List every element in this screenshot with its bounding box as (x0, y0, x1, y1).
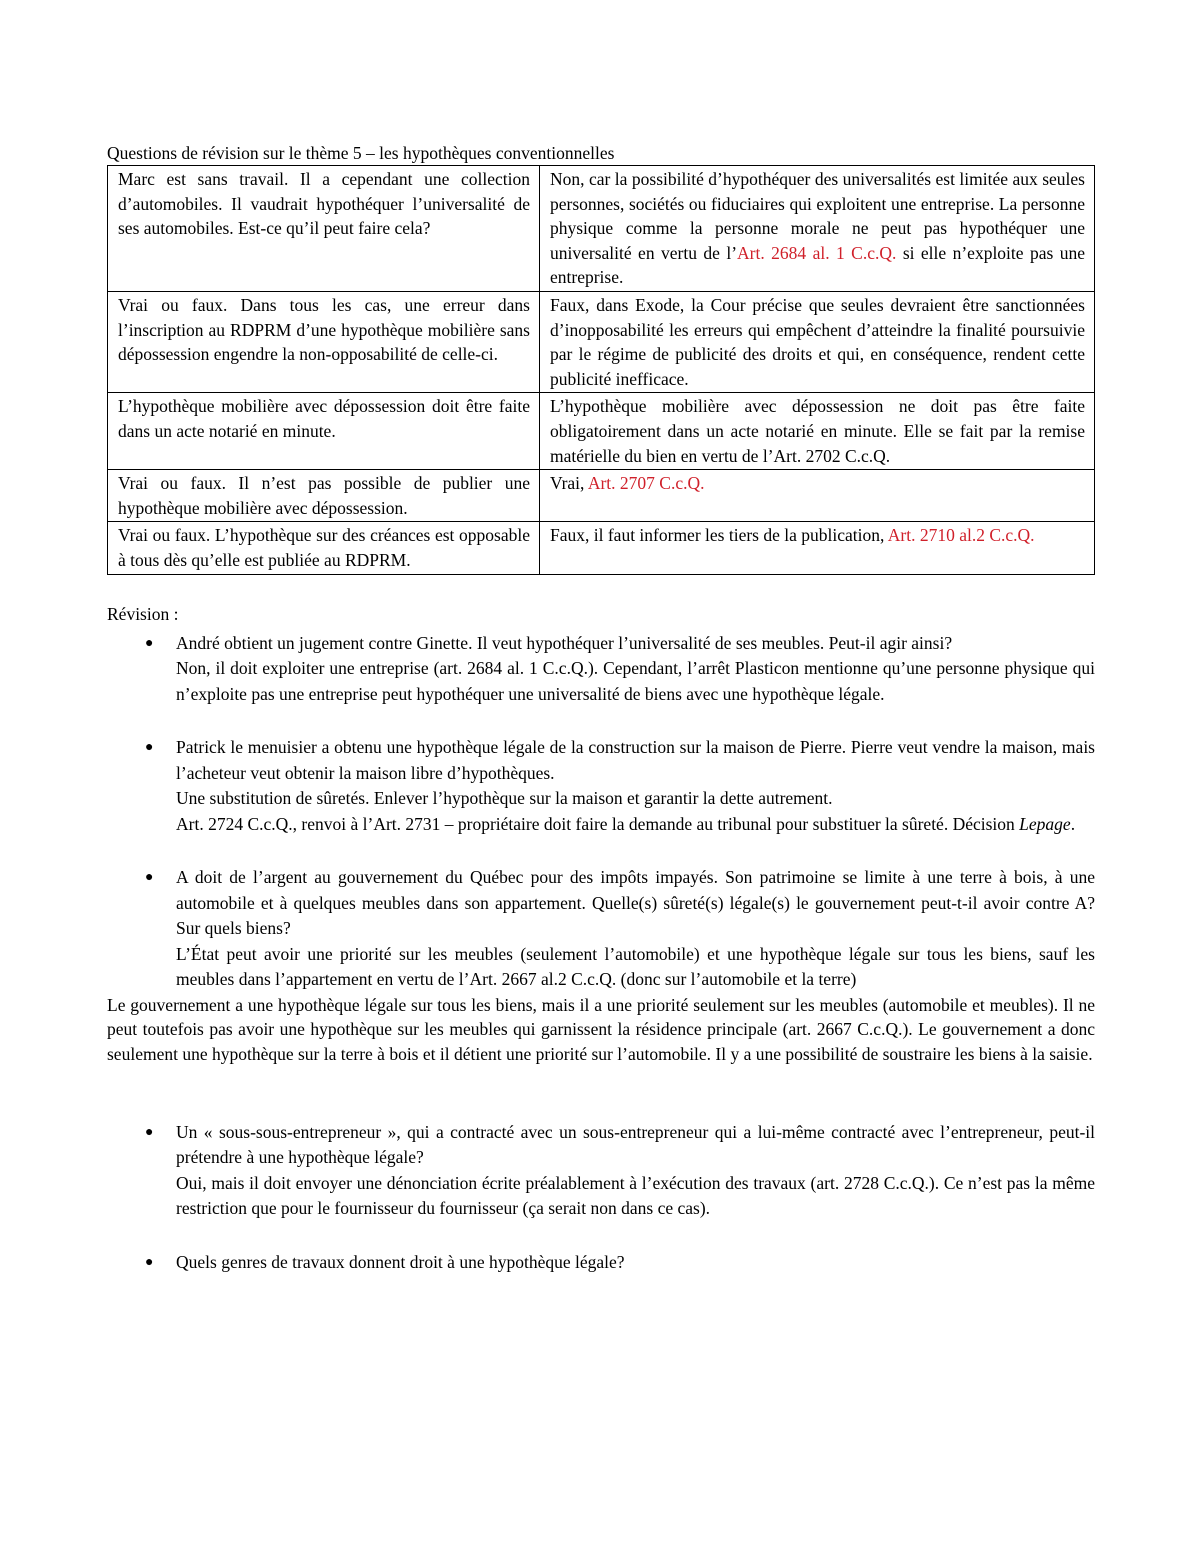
answer-cell (540, 291, 1095, 392)
table-row (108, 166, 1095, 292)
answer-text: Vrai, (550, 473, 588, 494)
list-item (107, 1120, 1095, 1222)
case-name: Lepage (1019, 813, 1071, 834)
revision-question: A doit de l’argent au gouvernement du Québec pour des impôts impayés. Son patrimoine se limite à une terre à bois, à une automobile et à quelques meubles dans son appartement. Quelle(s) sûreté(s) légale(s) le gouvernement peut-t-il avoir contre A? Sur quels biens? (176, 867, 1095, 938)
table-row (108, 291, 1095, 392)
question-cell: Vrai ou faux. L’hypothèque sur des créances est opposable à tous dès qu’elle est publiée au RDPRM. (108, 522, 540, 574)
revision-heading: Révision : (107, 603, 179, 624)
table-row (108, 470, 1095, 522)
answer-text: Faux, dans Exode, la Cour précise que seules devraient être sanctionnées d’inopposabilité les erreurs qui empêchent d’atteindre la finalité poursuivie par le régime de publicité des droits et qui, en conséquence, rendent cette publicité inefficace. (550, 294, 1085, 389)
revision-list (107, 631, 1095, 993)
revision-question: André obtient un jugement contre Ginette. Il veut hypothéquer l’universalité de ses meubles. Peut-il agir ainsi? (176, 632, 953, 653)
question-cell: Vrai ou faux. Il n’est pas possible de publier une hypothèque mobilière avec dépossession. (108, 470, 540, 522)
question-cell: Vrai ou faux. Dans tous les cas, une erreur dans l’inscription au RDPRM d’une hypothèque mobilière sans dépossession engendre la non-opposabilité de celle-ci. (108, 291, 540, 392)
answer-cell (540, 470, 1095, 522)
revision-answer: Oui, mais il doit envoyer une dénonciation écrite préalablement à l’exécution des travaux (art. 2728 C.c.Q.). Ce n’est pas la même restriction que pour le fournisseur du fournisseur (ça serait non dans ce cas). (176, 1172, 1095, 1219)
list-item (107, 865, 1095, 993)
revision-answer: Non, il doit exploiter une entreprise (art. 2684 al. 1 C.c.Q.). Cependant, l’arrêt Plasticon mentionne qu’une personne physique qui n’exploite pas une entreprise peut hypothéquer une universalité de biens avec une hypothèque légale. (176, 658, 1095, 704)
revision-answer: L’État peut avoir une priorité sur les meubles (seulement l’automobile) et une hypothèque légale sur tous les biens, sauf les meubles dans l’appartement en vertu de l’Art. 2667 al.2 C.c.Q. (donc sur l’automobile et la terre) (176, 943, 1095, 989)
table-row (108, 522, 1095, 574)
bullet-icon: ● (145, 1254, 154, 1270)
table-row (108, 393, 1095, 470)
answer-cell (540, 393, 1095, 470)
article-reference: Art. 2684 al. 1 C.c.Q. (737, 242, 897, 263)
list-item (107, 1250, 1095, 1276)
revision-answer: Une substitution de sûretés. Enlever l’hypothèque sur la maison et garantir la dette autrement. (176, 788, 833, 808)
article-reference: Art. 2710 al.2 C.c.Q. (887, 525, 1035, 546)
bullet-icon: ● (145, 870, 154, 885)
question-cell: Marc est sans travail. Il a cependant une collection d’automobiles. Il vaudrait hypothéquer l’universalité de ses automobiles. Est-ce qu’il peut faire cela? (108, 166, 540, 292)
article-reference: Art. 2707 C.c.Q. (587, 473, 705, 494)
qa-table (107, 165, 1095, 575)
explanation-paragraph: Le gouvernement a une hypothèque légale sur tous les biens, mais il a une priorité seulement sur les meubles (automobile et meubles). Il ne peut toutefois pas avoir une hypothèque sur les meubles qui garnissent la résidence principale (art. 2667 C.c.Q.). Le gouvernement a donc seulement une hypothèque sur la terre à bois et il détient une priorité sur l’automobile. Il y a une possibilité de soustraire les biens à la saisie. (107, 994, 1095, 1064)
answer-cell (540, 522, 1095, 574)
answer-text: si elle n’exploite pas une entreprise. (550, 242, 1085, 288)
answer-text: Art. 2724 C.c.Q., renvoi à l’Art. 2731 – propriétaire doit faire la demande au tribunal pour substituer la sûreté. Décision (176, 813, 1020, 834)
answer-cell (540, 166, 1095, 292)
answer-text: Faux, il faut informer les tiers de la publication, (550, 525, 888, 546)
bullet-icon: ● (145, 1124, 154, 1140)
document-title: Questions de révision sur le thème 5 – les hypothèques conventionnelles (107, 143, 615, 163)
list-item (107, 735, 1095, 837)
answer-text: L’hypothèque mobilière avec dépossession ne doit pas être faite obligatoirement dans un acte notarié en minute. Elle se fait par la remise matérielle du bien en vertu de l’Art. 2702 C.c.Q. (550, 396, 1085, 466)
bullet-icon: ● (145, 635, 154, 651)
document-page (107, 141, 1095, 1275)
question-cell: L’hypothèque mobilière avec dépossession doit être faite dans un acte notarié en minute. (108, 393, 540, 470)
revision-question: Un « sous-sous-entrepreneur », qui a contracté avec un sous-entrepreneur qui a lui-même contracté avec l’entrepreneur, peut-il prétendre à une hypothèque légale? (176, 1121, 1095, 1168)
revision-list (107, 1120, 1095, 1276)
answer-text: Non, car la possibilité d’hypothéquer des universalités est limitée aux seules personnes, sociétés ou fiduciaires qui exploitent une entreprise. La personne physique comme la personne morale ne peut pas hypothéquer une universalité en vertu de l’ (550, 169, 1085, 263)
revision-question: Patrick le menuisier a obtenu une hypothèque légale de la construction sur la maison de Pierre. Pierre veut vendre la maison, mais l’acheteur veut obtenir la maison libre d’hypothèques. (176, 737, 1095, 783)
list-item (107, 631, 1095, 708)
revision-question: Quels genres de travaux donnent droit à une hypothèque légale? (176, 1251, 625, 1272)
answer-text: . (1070, 813, 1076, 834)
bullet-icon: ● (145, 740, 154, 755)
revision-answer (176, 812, 1095, 838)
